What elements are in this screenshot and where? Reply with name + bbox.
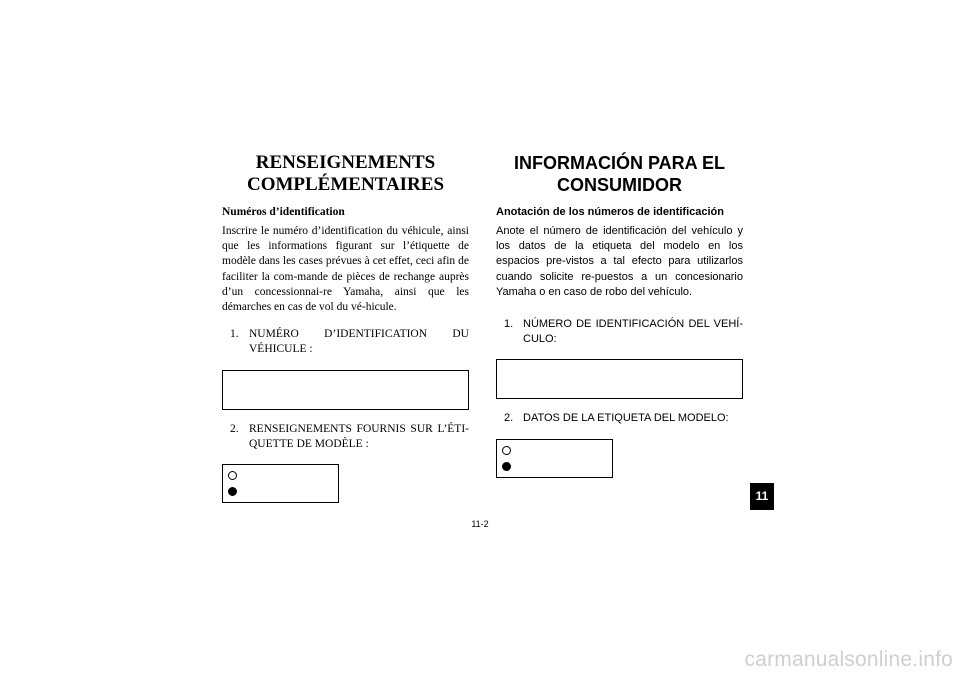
- filled-circle-icon: [228, 487, 237, 496]
- french-paragraph: Inscrire le numéro d’identification du véhicule, ainsi que les informations figurant sur l’étiquette de modèle dans les cases prévues à cet effet, ceci afin de faciliter la com-mande de pièces de rechange auprès d’un concessionnai-re Yamaha, ainsi que les démarches en cas de vol du vé-hicule.: [222, 225, 469, 314]
- spanish-item1-line2: CULO:: [523, 333, 557, 346]
- french-model-label-box: [222, 464, 339, 503]
- spanish-subheading: Anotación de los números de identificación: [496, 206, 724, 218]
- spanish-title: [496, 152, 743, 200]
- french-item2-line2: QUETTE DE MODÈLE :: [249, 437, 369, 450]
- french-vin-box: [222, 370, 469, 410]
- spanish-item2-number: 2.: [504, 412, 514, 425]
- french-title-line1: RENSEIGNEMENTS: [255, 152, 436, 173]
- french-item2-line1: RENSEIGNEMENTS FOURNIS SUR L’ÉTI-: [249, 422, 469, 435]
- french-subheading: Numéros d’identification: [222, 206, 345, 218]
- french-item1-text: [249, 327, 469, 357]
- french-item1-line1: NUMÉRO D’IDENTIFICATION DU: [249, 328, 469, 341]
- filled-circle-icon: [502, 462, 511, 471]
- spanish-list-item-model-label: [496, 411, 743, 426]
- french-column: [222, 152, 469, 503]
- spanish-title-line1: INFORMACIÓN PARA EL: [514, 153, 725, 173]
- spanish-vin-box: [496, 359, 743, 399]
- spanish-list-item-vin: [496, 317, 743, 347]
- spanish-title-line2: CONSUMIDOR: [557, 175, 682, 195]
- chapter-tab: 11: [750, 483, 774, 510]
- french-title: [222, 152, 469, 200]
- french-item1-number: 1.: [230, 328, 239, 341]
- spanish-column: [496, 152, 743, 478]
- spanish-paragraph: Anote el número de identificación del vehículo y los datos de la etiqueta del modelo en los espacios pre-vistos a tal efecto para utilizarlos cuando solicite re-puestos a un concesionario Yamaha o en caso de robo del vehículo.: [496, 225, 743, 298]
- french-list-item-vin: [222, 327, 469, 357]
- page-number: 11-2: [471, 519, 489, 529]
- spanish-model-label-box: [496, 439, 613, 478]
- french-item2-number: 2.: [230, 422, 239, 435]
- spanish-item1-number: 1.: [504, 318, 514, 331]
- spanish-item2-line1: DATOS DE LA ETIQUETA DEL MODELO:: [523, 412, 729, 425]
- spanish-item2-text: [523, 411, 743, 426]
- french-item1-line2: VÉHICULE :: [249, 343, 313, 356]
- watermark: carmanualsonline.info: [744, 648, 953, 671]
- open-circle-icon: [228, 471, 237, 480]
- open-circle-icon: [502, 446, 511, 455]
- spanish-item1-text: [523, 317, 743, 347]
- french-item2-text: [249, 422, 469, 452]
- french-title-line2: COMPLÉMENTAIRES: [246, 174, 445, 195]
- spanish-item1-line1: NÚMERO DE IDENTIFICACIÓN DEL VEHÍ-: [523, 318, 743, 331]
- french-list-item-model-label: [222, 422, 469, 452]
